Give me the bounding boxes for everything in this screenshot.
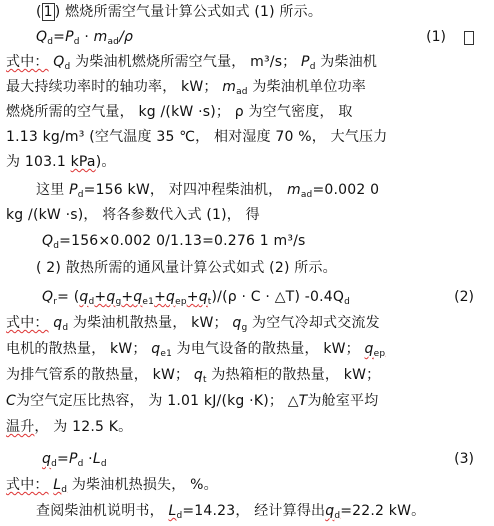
- text: =156 kW， 对四冲程柴油机，: [83, 182, 287, 198]
- text: 为柴油机单位功率: [247, 79, 366, 95]
- formula-var: q: [151, 341, 161, 357]
- line-15: [6, 365, 380, 390]
- formula-op: +: [121, 289, 134, 305]
- line-20: [36, 501, 425, 526]
- text: =22.2 kW。: [340, 503, 426, 519]
- formula-sub: d: [61, 485, 68, 495]
- text: 为柴油机热损失， %。: [67, 477, 218, 493]
- text: )。: [95, 154, 116, 170]
- formula-var: m: [222, 79, 237, 95]
- formula-var: Q: [42, 289, 54, 305]
- text: 为空气冷却式交流发: [247, 315, 380, 331]
- text: 为空气定压比热容， 为 1.01 kJ/(kg ·K)；: [15, 393, 288, 409]
- formula-sub: d: [334, 511, 341, 521]
- formula-var: L: [92, 451, 101, 467]
- formula-sub: d: [51, 459, 58, 469]
- equation-number-3: (3): [454, 451, 474, 467]
- formula-op: =: [57, 451, 69, 467]
- formula-sub: e1: [142, 297, 155, 307]
- text: 电机的散热量， kW；: [6, 341, 152, 357]
- formula-sub: t: [207, 297, 212, 307]
- formula-sub: r: [53, 297, 58, 307]
- formula-var: L: [53, 477, 62, 493]
- formula-sub: d: [64, 62, 71, 72]
- text: 为 103.1: [6, 154, 71, 170]
- equation-number-1: (1): [426, 29, 446, 45]
- formula-3: [42, 449, 107, 474]
- formula-sub: d: [88, 297, 95, 307]
- line-17: [6, 417, 132, 437]
- formula-sub: d: [62, 323, 69, 333]
- formula-var: Q: [36, 29, 48, 45]
- formula-var: P: [65, 29, 74, 45]
- line-8: [36, 180, 379, 205]
- formula-var: q: [198, 289, 208, 305]
- heading-text: ) 燃烧所需空气量计算公式如式 (1) 所示。: [54, 4, 323, 20]
- formula-sub: d: [100, 459, 107, 469]
- formula-var: C: [6, 393, 16, 409]
- line-11: ( 2) 散热所需的通风量计算公式如式 (2) 所示。: [36, 260, 337, 276]
- formula-sub: d: [344, 297, 351, 307]
- line-6: 1.13 kg/m³ (空气温度 35 ℃， 相对湿度 70 %， 大气压力: [6, 129, 388, 145]
- boxed-number: 1: [43, 4, 53, 20]
- text: 查阅柴油机说明书，: [36, 503, 169, 519]
- line-7: [6, 152, 116, 172]
- line-14: [6, 339, 385, 364]
- label-shizhong: 式中：: [6, 54, 49, 70]
- formula-sub: d: [309, 62, 316, 72]
- formula-sub: d: [77, 459, 84, 469]
- line-4: [6, 77, 366, 102]
- formula-sub: e1: [160, 349, 173, 359]
- formula-var: q: [42, 451, 52, 467]
- text: 为热箱柜的散热量， kW；: [206, 367, 381, 383]
- formula-sub: d: [176, 511, 183, 521]
- formula-sub: ep: [175, 297, 187, 307]
- formula-var: q: [106, 289, 116, 305]
- formula-var: P: [301, 54, 310, 70]
- formula-1: [36, 27, 133, 52]
- text: 最大持续功率时的轴功率， kW；: [6, 79, 223, 95]
- text: 为排气管系的散热量， kW；: [6, 367, 194, 383]
- formula-2: [42, 287, 350, 312]
- formula-op: ·: [79, 29, 94, 45]
- formula-sub: t: [202, 375, 207, 385]
- line-10: [42, 231, 306, 256]
- formula-sub: d: [73, 37, 80, 47]
- formula-var: P: [69, 182, 78, 198]
- text: 为舱室平均: [307, 393, 379, 409]
- line-9: kg /(kW ·s)， 将各参数代入式 (1)， 得: [6, 207, 260, 223]
- text: 为电气设备的散热量， kW；: [172, 341, 365, 357]
- formula-sub: d: [47, 37, 54, 47]
- formula-var: q: [193, 367, 203, 383]
- formula-var: m: [287, 182, 301, 198]
- formula-var: q: [232, 315, 242, 331]
- paragraph-1-heading: [36, 2, 322, 22]
- open-paren: (: [36, 4, 42, 20]
- formula-sub: ad: [107, 37, 120, 47]
- formula-var: m: [93, 29, 108, 45]
- unit-kpa: kPa: [70, 154, 96, 170]
- formula-sub: ad: [300, 190, 313, 200]
- equation-number-2: (2): [454, 289, 474, 305]
- formula-op: =: [53, 29, 66, 45]
- text: 这里: [36, 182, 70, 198]
- formula-sub: d: [53, 241, 60, 251]
- formula-var: Q: [53, 54, 65, 70]
- formula-var: q: [133, 289, 143, 305]
- formula-op: +: [94, 289, 107, 305]
- formula-sub: d: [77, 190, 84, 200]
- formula-op: /ρ: [119, 29, 134, 45]
- line-13: [6, 313, 380, 338]
- word-wensheng: 温升: [6, 419, 35, 435]
- formula-var: q: [79, 289, 89, 305]
- text: =14.23， 经计算得出: [182, 503, 326, 519]
- formula-op: +: [154, 289, 166, 305]
- line-5: 燃烧所需的空气量， kg /(kW ·s)； ρ 为空气密度， 取: [6, 104, 353, 120]
- text: ， 为 12.5 K。: [34, 419, 133, 435]
- formula-var: △T: [287, 393, 308, 409]
- formula-op: +: [186, 289, 199, 305]
- label-shizhong: 式中：: [6, 477, 49, 493]
- formula-var: Q: [42, 233, 54, 249]
- label-shizhong: 式中：: [6, 315, 49, 331]
- formula-var: q: [166, 289, 176, 305]
- text: =0.002 0: [312, 182, 380, 198]
- text: =156×0.002 0/1.13=0.276 1 m³/s: [59, 233, 306, 249]
- line-19: [6, 475, 218, 500]
- box-glyph: [464, 31, 474, 45]
- text: 为柴油机燃烧所需空气量， m³/s；: [70, 54, 302, 70]
- formula-op: )/(ρ · C · △T) -0.4Q: [211, 289, 345, 305]
- formula-var: q: [325, 503, 335, 519]
- formula-sub: ad: [236, 87, 248, 97]
- formula-sub: ep: [373, 349, 386, 359]
- formula-var: q: [364, 341, 374, 357]
- formula-var: P: [68, 451, 78, 467]
- formula-sub: g: [241, 323, 248, 333]
- formula-op: = (: [57, 289, 80, 305]
- formula-var: L: [168, 503, 177, 519]
- formula-var: q: [53, 315, 63, 331]
- formula-sub: g: [115, 297, 122, 307]
- text: 为柴油机: [315, 54, 378, 70]
- line-16: [6, 391, 378, 411]
- formula-op: ·: [83, 451, 93, 467]
- text: 为柴油机散热量， kW；: [68, 315, 233, 331]
- line-3: [6, 52, 377, 77]
